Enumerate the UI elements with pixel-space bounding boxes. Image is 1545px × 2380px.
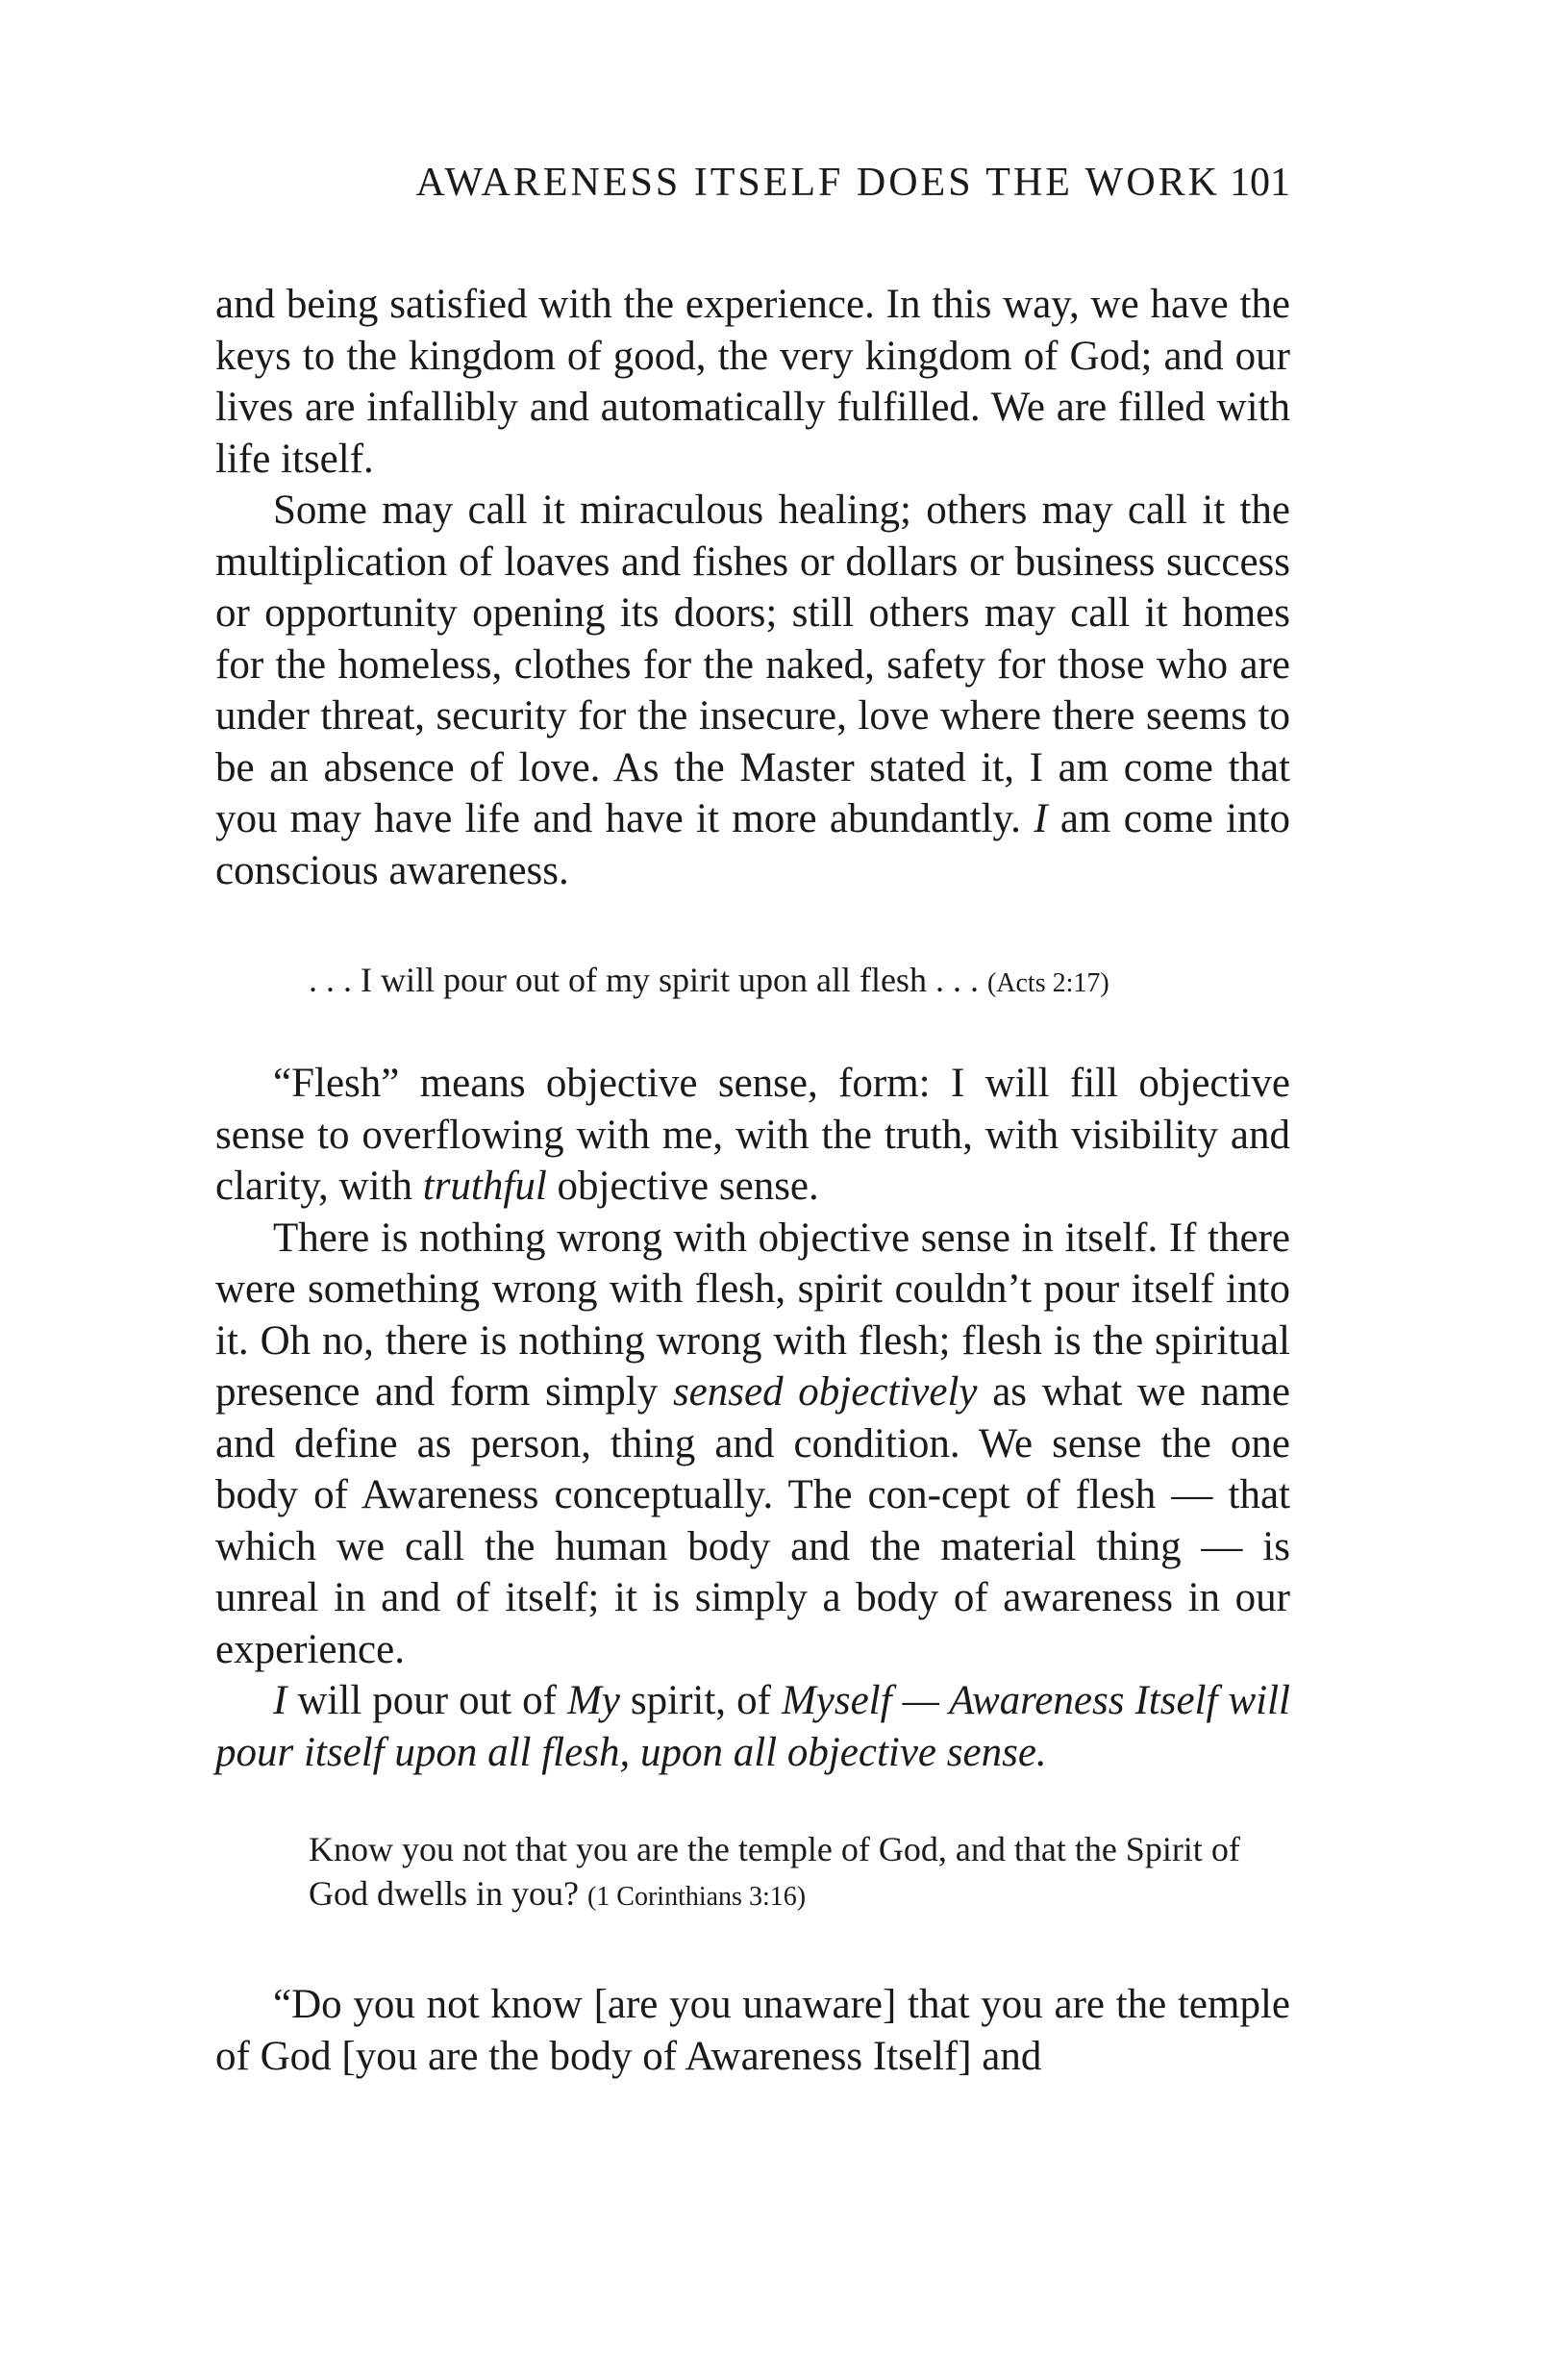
paragraph-text: will pour out of — [287, 1678, 567, 1723]
text-block-1 — [215, 279, 1290, 896]
scripture-quote — [309, 1827, 1270, 1919]
emphasis-text: I — [1034, 796, 1048, 841]
scripture-quote — [309, 958, 1270, 1006]
emphasis-text: I — [273, 1678, 287, 1723]
quote-citation: (1 Corinthians 3:16) — [586, 1882, 807, 1912]
chapter-title: AWARENESS ITSELF DOES THE WORK — [415, 161, 1220, 205]
paragraph: and being satisfied with the experience. In this way, we have the keys to the kingdom of good, the very kingdom of God; and our lives are infallibly and automatically fulfilled. We are filled with life itself. — [215, 282, 1290, 482]
emphasis-text: truthful — [422, 1164, 547, 1209]
paragraph-text: “Flesh” means objective sense, form: I will fill objective sense to overflowing with me, with the truth, with visibility and clarity, with — [215, 1061, 1290, 1209]
quote-text: . . . I will pour out of my spirit upon all flesh . . . — [309, 961, 987, 999]
paragraph — [215, 1058, 1290, 1213]
text-block-3 — [215, 1979, 1290, 2082]
paragraph — [215, 485, 1290, 896]
paragraph-text: am come into conscious awareness. — [215, 796, 1291, 893]
paragraph — [215, 1675, 1290, 1778]
paragraph-text: objective sense. — [546, 1164, 819, 1209]
quote-text: Know you not that you are the temple of God, and that the Spirit of God dwells in you? — [309, 1830, 1240, 1913]
paragraph — [215, 1213, 1290, 1676]
quote-citation: (Acts 2:17) — [986, 968, 1109, 998]
paragraph-text: as what we name and define as person, thing and condition. We sense the one body of Awareness conceptually. The con-cept of flesh — that which we call the human body and the material thing — is unreal in and of itself; it is simply a body of awareness in our experience. — [215, 1369, 1290, 1672]
paragraph-text: spirit, of — [619, 1678, 782, 1723]
emphasis-text: Myself — Awareness Itself will pour itself upon all flesh, upon all objective sense. — [215, 1678, 1290, 1775]
text-block-2 — [215, 1058, 1290, 1778]
emphasis-text: My — [566, 1678, 620, 1723]
running-head — [416, 160, 1290, 206]
paragraph-text: There is nothing wrong with objective sense in itself. If there were something wrong with flesh, spirit couldn’t pour itself into it. Oh no, there is nothing wrong with flesh; flesh is the spiritual presence and form simply — [215, 1215, 1290, 1415]
paragraph: “Do you not know [are you unaware] that you are the temple of God [you are the body of Awareness Itself] and — [215, 1982, 1290, 2079]
emphasis-text: sensed objectively — [672, 1369, 978, 1415]
paragraph-text: Some may call it miraculous healing; others may call it the multiplication of loaves and fishes or dollars or business success or opportunity opening its doors; still others may call it homes for the homeless, clothes for the naked, safety for those who are under threat, security for the insecure, love where there seems to be an absence of love. As the Master stated it, I am come that you may have life and have it more abundantly. — [215, 488, 1290, 841]
page-number: 101 — [1230, 161, 1290, 205]
